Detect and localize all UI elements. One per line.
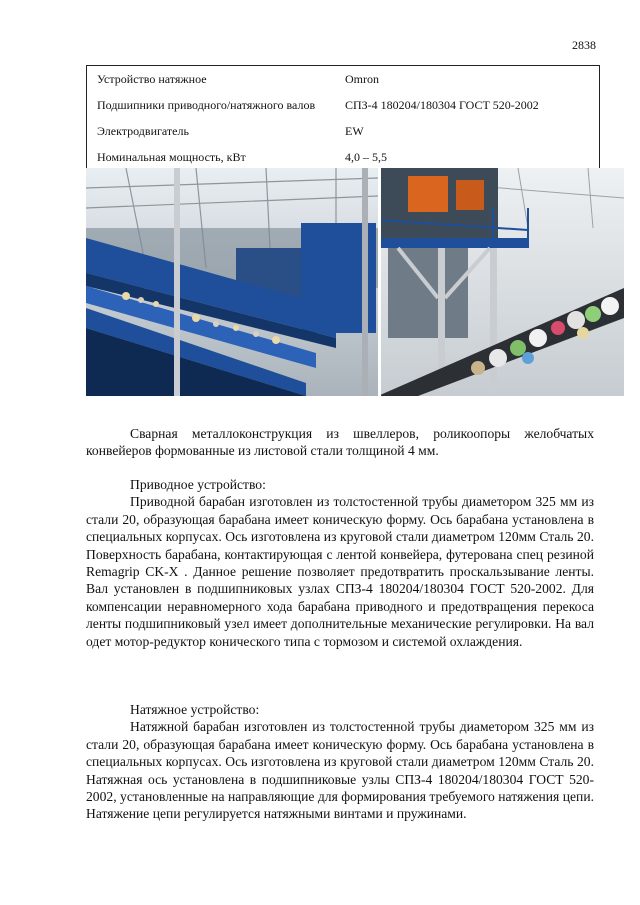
drive-heading: Приводное устройство: — [130, 477, 266, 492]
spec-row — [87, 144, 599, 170]
drive-section — [86, 476, 594, 650]
spec-label: Номинальная мощность, кВт — [97, 149, 246, 164]
spec-label: Электродвигатель — [97, 123, 189, 138]
platform-conveyor-photo — [378, 168, 624, 396]
tension-heading: Натяжное устройство: — [130, 702, 260, 717]
spec-label: Подшипники приводного/натяжного валов — [97, 97, 316, 112]
spec-value: EW — [345, 123, 364, 138]
spec-row — [87, 66, 599, 92]
conveyor-hall-photo — [86, 168, 378, 396]
intro-paragraph: Сварная металлоконструкция из швеллеров, роликоопоры желобчатых конвейеров формованные из листовой стали толщиной 4 мм. — [86, 426, 594, 459]
spec-value: 4,0 – 5,5 — [345, 149, 387, 164]
page-number: 2838 — [572, 38, 596, 52]
spec-label: Устройство натяжное — [97, 71, 207, 86]
spec-value: СПЗ-4 180204/180304 ГОСТ 520-2002 — [345, 97, 539, 112]
intro-paragraph-block — [86, 425, 594, 460]
spec-row — [87, 118, 599, 144]
photo-strip — [86, 168, 624, 396]
drive-paragraph: Приводной барабан изготовлен из толстостенной трубы диаметором 325 мм из стали 20, образующая барабана имеет коническую форму. Ось барабана установлена в специальных корпусах. Ось изготовлена из круговой стали диаметром 120мм Сталь 20. Поверхность барабана, контактирующая с лентой конвейера, футерована спец резиной Remagrip CK-X . Данное решение позволяет предотвратить проскальзывание ленты. Вал установлен в подшипниковых узлах СПЗ-4 180204/180304 ГОСТ 520-2002. Для компенсации неравномерного хода барабана приводного и предотвращения перекоса ленты подшипниковый узел имеет дополнительные механические регулировки. На вал одет мотор-редуктор конического типа с тормозом и системой охлаждения. — [86, 494, 594, 649]
tension-section — [86, 701, 594, 823]
tension-paragraph: Натяжной барабан изготовлен из толстостенной трубы диаметором 325 мм из стали 20, образующая барабана имеет коническую форму. Ось барабана установлена в специальных корпусах. Ось изготовлена из круговой стали диаметром 120мм Сталь 20. Натяжная ось установлена в подшипниковые узлы СПЗ-4 180204/180304 ГОСТ 520-2002, установленные на направляющие для формирования требуемого натяжения цепи. Натяжение цепи регулируется натяжными винтами и пружинами. — [86, 719, 594, 822]
spec-value: Omron — [345, 71, 379, 86]
spec-table — [86, 65, 600, 168]
spec-row — [87, 92, 599, 118]
